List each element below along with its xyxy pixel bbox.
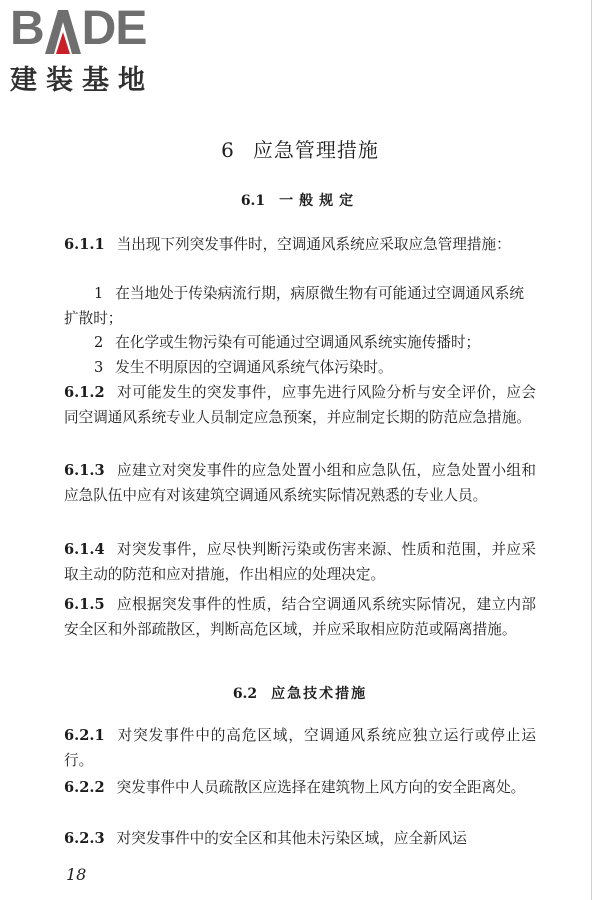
clause-6-1-3 <box>64 459 536 508</box>
logo-letter-b: B <box>10 2 44 55</box>
clause-text: 应根据突发事件的性质，结合空调通风系统实际情况，建立内部安全区和外部疏散区，判断高危区域，并应采取相应防范或隔离措施。 <box>64 596 536 638</box>
list-item <box>64 331 536 356</box>
clause-6-2-1 <box>64 724 536 773</box>
logo-wordmark <box>10 4 185 54</box>
section-number: 6.2 <box>232 686 258 702</box>
clause-number: 6.2.1 <box>64 727 105 744</box>
section-heading-6-2 <box>0 683 600 703</box>
section-heading-6-1 <box>0 190 600 210</box>
chapter-number: 6 <box>221 138 235 162</box>
clause-6-2-2 <box>64 776 536 801</box>
clause-text: 对可能发生的突发事件，应事先进行风险分析与安全评价，应会同空调通风系统专业人员制定应急预案，并应制定长期的防范应急措施。 <box>64 384 536 426</box>
clause-text: 当出现下列突发事件时，空调通风系统应采取应急管理措施： <box>116 236 511 253</box>
chapter-title <box>0 134 600 163</box>
clause-text: 对突发事件中的安全区和其他未污染区域，应全新风运 <box>116 830 467 847</box>
clause-number: 6.2.2 <box>64 779 105 796</box>
clause-number: 6.1.5 <box>64 596 105 613</box>
clause-text: 对突发事件，应尽快判断污染或伤害来源、性质和范围，并应采取主动的防范和应对措施，作出相应的处理决定。 <box>64 541 536 583</box>
clause-number: 6.2.3 <box>64 830 105 847</box>
clause-text: 突发事件中人员疏散区应选择在建筑物上风方向的安全距离处。 <box>116 779 526 796</box>
item-text: 在当地处于传染病流行期，病原微生物有可能通过空调通风系统扩散时； <box>64 285 524 327</box>
list-item <box>64 282 536 331</box>
list-item <box>64 356 536 381</box>
item-number: 3 <box>94 359 104 376</box>
clause-number: 6.1.3 <box>64 462 105 479</box>
logo-chinese-name: 建装基地 <box>10 65 154 96</box>
section-number: 6.1 <box>240 193 266 209</box>
logo-letters-de: DE <box>81 2 147 55</box>
clause-number: 6.1.2 <box>64 384 105 401</box>
clause-6-1-5 <box>64 593 536 642</box>
item-text: 发生不明原因的空调通风系统气体污染时。 <box>115 359 393 376</box>
item-number: 2 <box>94 334 104 351</box>
clause-number: 6.1.1 <box>64 236 105 253</box>
item-number: 1 <box>94 285 104 302</box>
clause-6-2-3 <box>64 827 536 852</box>
section-title: 一般规定 <box>279 193 360 209</box>
page-number: 18 <box>66 865 87 884</box>
bade-logo <box>10 4 185 97</box>
logo-a-mark-icon <box>45 10 81 54</box>
clause-text: 对突发事件中的高危区域，空调通风系统应独立运行或停止运行。 <box>64 727 536 769</box>
chapter-title-text: 应急管理措施 <box>252 138 379 162</box>
item-text: 在化学或生物污染有可能通过空调通风系统实施传播时； <box>115 334 481 351</box>
clause-number: 6.1.4 <box>64 541 105 558</box>
clause-6-1-2 <box>64 381 536 430</box>
clause-text: 应建立对突发事件的应急处置小组和应急队伍，应急处置小组和应急队伍中应有对该建筑空调通风系统实际情况熟悉的专业人员。 <box>64 462 536 504</box>
section-title: 应急技术措施 <box>271 686 368 702</box>
clause-6-1-1 <box>64 233 536 258</box>
clause-6-1-4 <box>64 538 536 587</box>
